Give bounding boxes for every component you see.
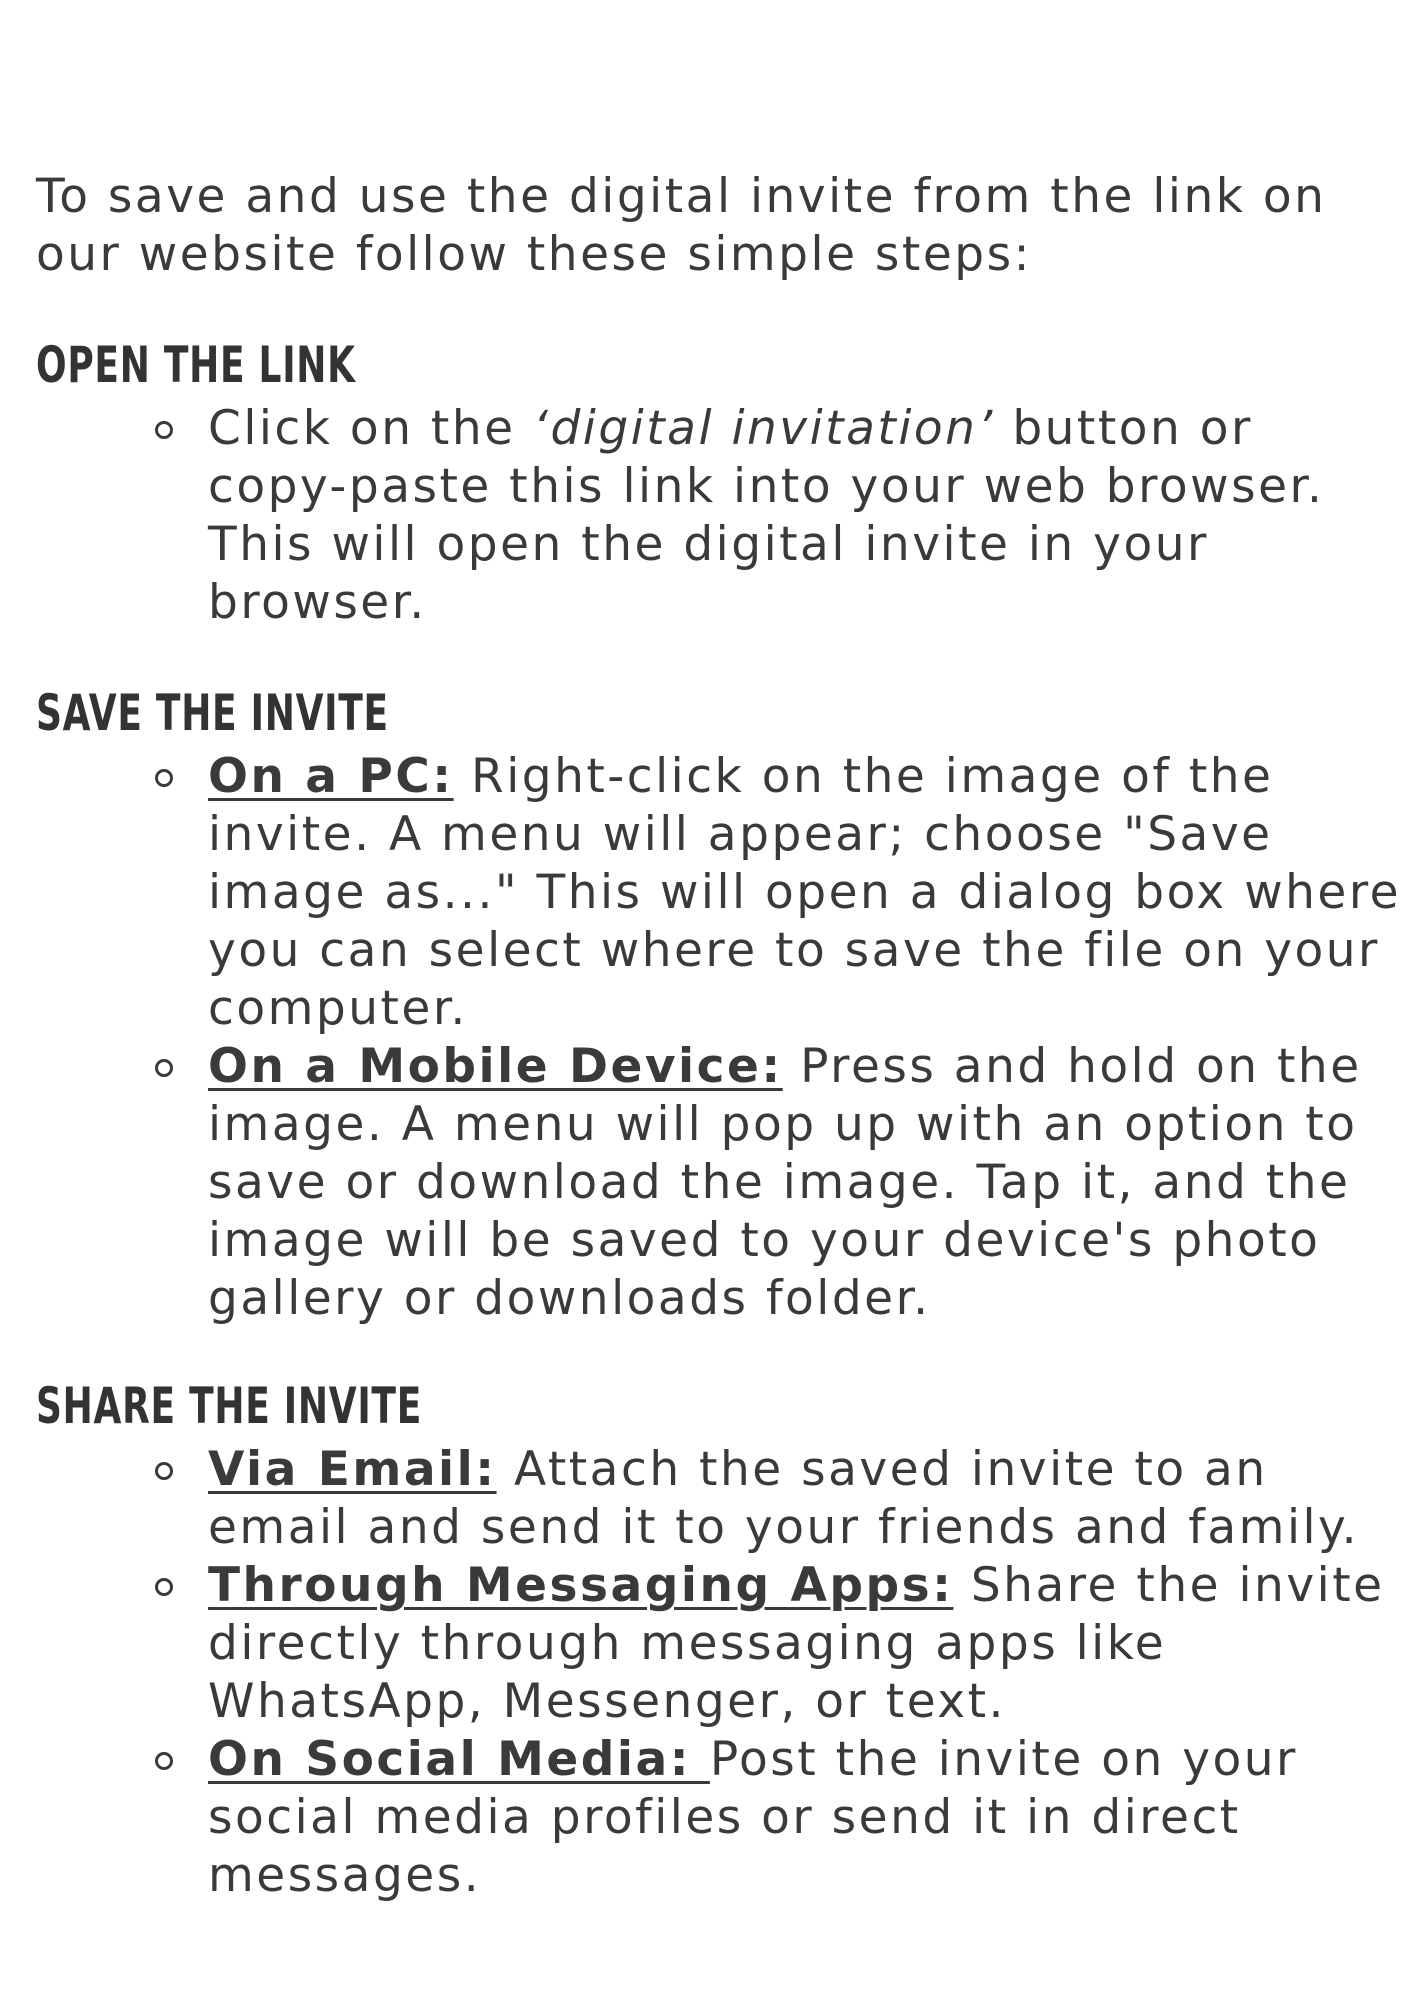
open-link-list: [208, 400, 1408, 632]
hollow-circle-bullet-icon: [155, 769, 173, 787]
item-text-end: button or copy-paste this link into your web browser. This will open the digital invite in your browser.: [208, 401, 1325, 630]
item-lead-on-a-pc: On a PC:: [208, 749, 454, 804]
hollow-circle-bullet-icon: [155, 1462, 173, 1480]
hollow-circle-bullet-icon: [155, 421, 173, 439]
share-invite-list: [208, 1441, 1408, 1905]
list-item: [208, 1038, 1408, 1328]
item-text: Attach the saved invite to an email and send it to your friends and family.: [208, 1442, 1360, 1555]
item-lead-on-social-media: On Social Media:: [208, 1732, 710, 1787]
section-title-open-link: OPEN THE LINK: [36, 336, 356, 394]
item-lead-on-a-mobile-device: On a Mobile Device:: [208, 1039, 783, 1094]
hollow-circle-bullet-icon: [155, 1059, 173, 1077]
item-lead-via-email: Via Email:: [208, 1442, 497, 1497]
hollow-circle-bullet-icon: [155, 1752, 173, 1770]
section-title-save-invite: SAVE THE INVITE: [36, 684, 389, 742]
item-text: Press and hold on the image. A menu will pop up with an option to save or download the image. Tap it, and the image will be saved to your device's photo gallery or downloads folder.: [208, 1039, 1362, 1326]
list-item: [208, 1557, 1408, 1731]
list-item: [208, 400, 1408, 632]
digital-invitation-emphasis: ‘digital invitation’: [533, 401, 995, 456]
hollow-circle-bullet-icon: [155, 1578, 173, 1596]
list-item: [208, 748, 1408, 1038]
list-item: [208, 1731, 1408, 1905]
intro-paragraph: To save and use the digital invite from the link on our website follow these simple steps:: [36, 169, 1327, 282]
item-lead-through-messaging-apps: Through Messaging Apps:: [208, 1558, 954, 1613]
item-text: Share the invite directly through messaging apps like WhatsApp, Messenger, or text.: [208, 1558, 1385, 1729]
section-title-share-invite: SHARE THE INVITE: [36, 1377, 423, 1435]
list-item: [208, 1441, 1408, 1557]
item-text: Right-click on the image of the invite. A menu will appear; choose "Save image as..." This will open a dialog box where you can select where to save the file on your computer.: [208, 749, 1402, 1036]
item-text-start: Click on the: [208, 401, 533, 456]
save-invite-list: [208, 748, 1408, 1328]
item-text: Post the invite on your social media profiles or send it in direct messages.: [208, 1732, 1298, 1903]
